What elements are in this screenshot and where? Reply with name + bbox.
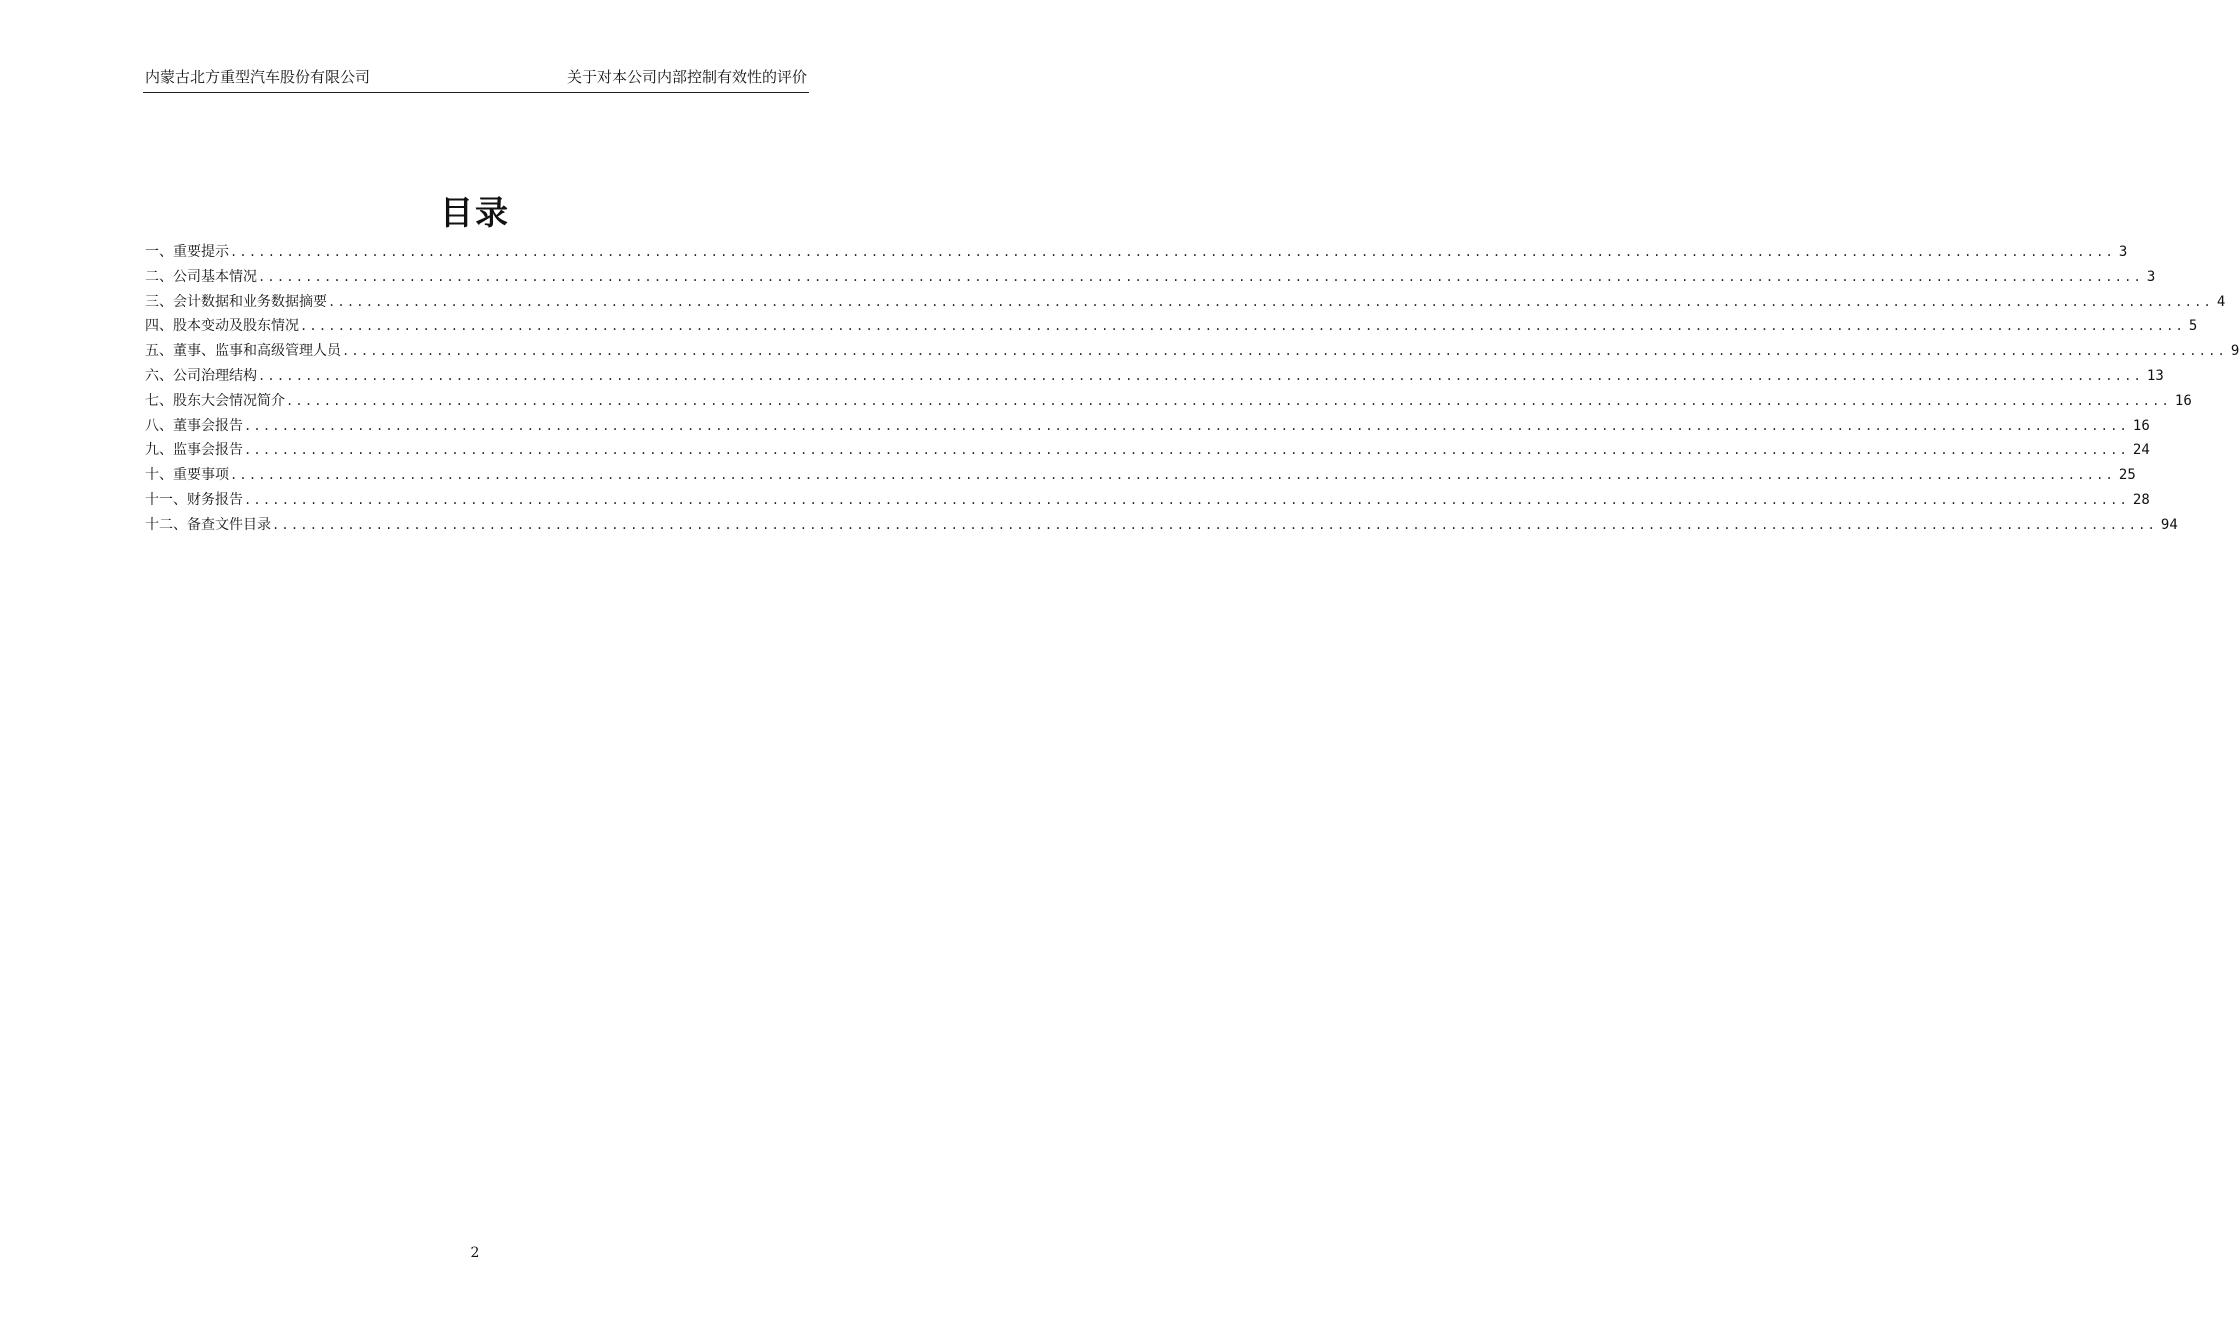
toc-entry-label: 三、会计数据和业务数据摘要	[145, 293, 327, 310]
page-header	[143, 66, 809, 93]
toc-entry-page: 9	[2230, 343, 2239, 360]
toc-leader-dots: ........................................................................................................................................................................................................	[328, 294, 2213, 309]
toc-entry-page: 94	[2160, 516, 2178, 533]
toc-entry-label: 八、董事会报告	[145, 417, 243, 434]
toc-leader-dots: ........................................................................................................................................................................................................	[300, 319, 2185, 334]
toc-entry-label: 六、公司治理结构	[145, 367, 257, 384]
toc-entry[interactable]	[145, 265, 2156, 290]
toc-entry[interactable]	[145, 414, 2150, 439]
toc-entry-page: 16	[2132, 417, 2150, 434]
toc-entry-label: 九、监事会报告	[145, 442, 243, 459]
toc-entry-label: 五、董事、监事和高级管理人员	[145, 343, 341, 360]
toc-leader-dots: ........................................................................................................................................................................................................	[244, 443, 2129, 458]
toc-entry[interactable]	[145, 339, 2239, 364]
toc-entry-page: 5	[2188, 318, 2198, 335]
toc-entry-label: 十、重要事项	[145, 467, 229, 484]
toc-entry-page: 3	[2118, 244, 2128, 260]
toc-entry[interactable]	[145, 290, 2226, 315]
toc-entry[interactable]	[145, 314, 2198, 339]
toc-leader-dots: ........................................................................................................................................................................................................	[286, 393, 2171, 408]
toc-entry-page: 25	[2118, 467, 2136, 484]
toc-entry[interactable]	[145, 364, 2164, 389]
toc-entry[interactable]	[145, 513, 2178, 538]
toc-leader-dots: ........................................................................................................................................................................................................	[244, 418, 2129, 433]
toc-leader-dots: ........................................................................................................................................................................................................	[230, 468, 2115, 483]
toc-entry[interactable]	[145, 438, 2150, 463]
toc-title: 目录	[440, 193, 510, 232]
toc-entry-label: 十一、财务报告	[145, 491, 243, 508]
toc-entry-label: 十二、备查文件目录	[145, 516, 271, 533]
toc-entry-page: 16	[2174, 392, 2192, 409]
toc-leader-dots: ........................................................................................................................................................................................................	[258, 269, 2143, 284]
toc-entry-page: 28	[2132, 491, 2150, 508]
toc-entry[interactable]	[145, 240, 2128, 265]
toc-entry-label: 二、公司基本情况	[145, 268, 257, 285]
toc-entry-page: 4	[2216, 293, 2226, 310]
toc-leader-dots: ........................................................................................................................................................................................................	[230, 245, 2115, 259]
toc-leader-dots: ........................................................................................................................................................................................................	[272, 517, 2157, 532]
toc-entry-label: 四、股本变动及股东情况	[145, 318, 299, 335]
header-document-title: 关于对本公司内部控制有效性的评价	[566, 68, 807, 86]
table-of-contents	[145, 240, 2239, 538]
toc-leader-dots: ........................................................................................................................................................................................................	[244, 492, 2129, 507]
toc-entry-page: 13	[2146, 367, 2164, 384]
toc-entry-label: 一、重要提示	[145, 244, 229, 260]
header-company-name: 内蒙古北方重型汽车股份有限公司	[145, 68, 371, 86]
toc-leader-dots: ........................................................................................................................................................................................................	[342, 344, 2227, 359]
toc-entry-label: 七、股东大会情况简介	[145, 392, 285, 409]
toc-entry[interactable]	[145, 463, 2136, 488]
toc-leader-dots: ........................................................................................................................................................................................................	[258, 368, 2143, 383]
toc-entry[interactable]	[145, 488, 2150, 513]
toc-entry-page: 3	[2146, 268, 2156, 285]
toc-entry-page: 24	[2132, 442, 2150, 459]
page-number: 2	[470, 1245, 480, 1261]
toc-entry[interactable]	[145, 389, 2192, 414]
